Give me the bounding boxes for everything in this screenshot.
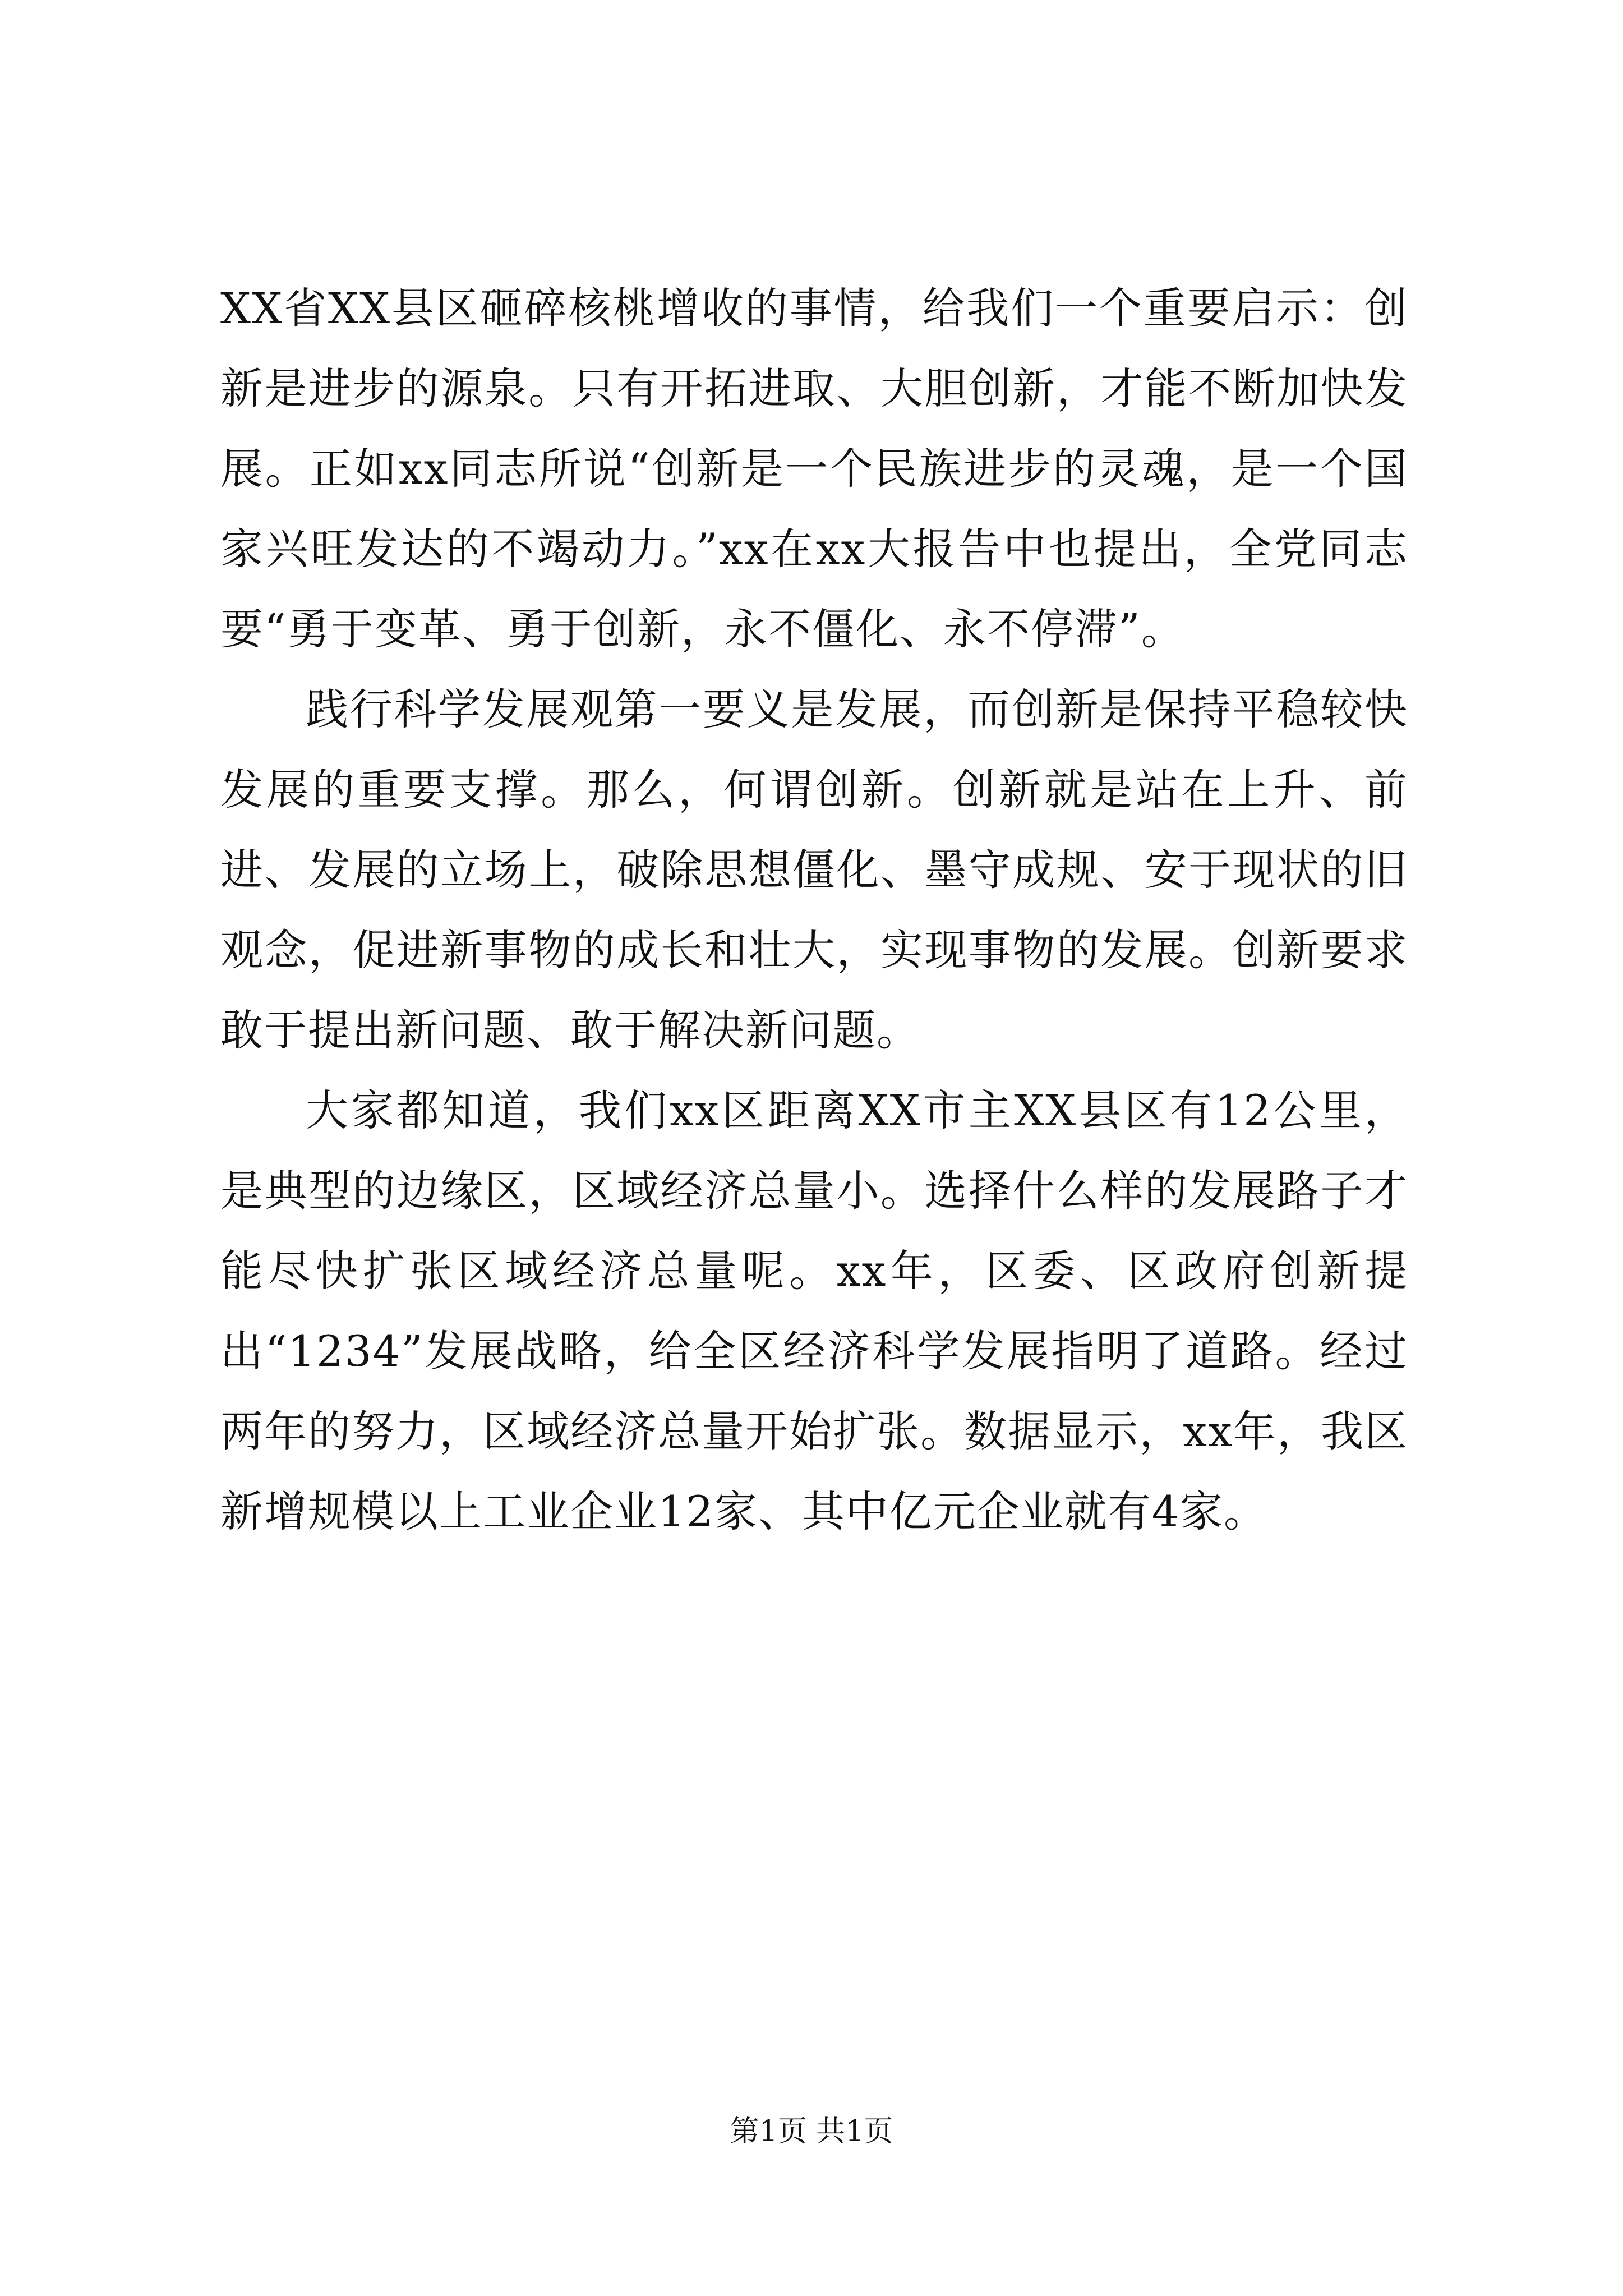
paragraph-1: XX省XX县区砸碎核桃增收的事情，给我们一个重要启示：创新是进步的源泉。只有开拓进取、大胆创新，才能不断加快发展。正如xx同志所说“创新是一个民族进步的灵魂，是一个国家兴旺发达的不竭动力。”xx在xx大报告中也提出，全党同志要“勇于变革、勇于创新，永不僵化、永不停滞”。 xyxy=(220,283,1408,654)
paragraph-3: 大家都知道，我们xx区距离XX市主XX县区有12公里，是典型的边缘区，区域经济总量小。选择什么样的发展路子才能尽快扩张区域经济总量呢。xx年，区委、区政府创新提出“1234”发展战略，给全区经济科学发展指明了道路。经过两年的努力，区域经济总量开始扩张。数据显示，xx年，我区新增规模以上工业企业12家、其中亿元企业就有4家。 xyxy=(220,1085,1408,1536)
paragraph-2: 践行科学发展观第一要义是发展，而创新是保持平稳较快发展的重要支撑。那么，何谓创新。创新就是站在上升、前进、发展的立场上，破除思想僵化、墨守成规、安于现状的旧观念，促进新事物的成长和壮大，实现事物的发展。创新要求敢于提出新问题、敢于解决新问题。 xyxy=(220,684,1408,1055)
page-footer: 第1页 共1页 xyxy=(730,2115,893,2148)
document-body xyxy=(220,268,1408,1552)
